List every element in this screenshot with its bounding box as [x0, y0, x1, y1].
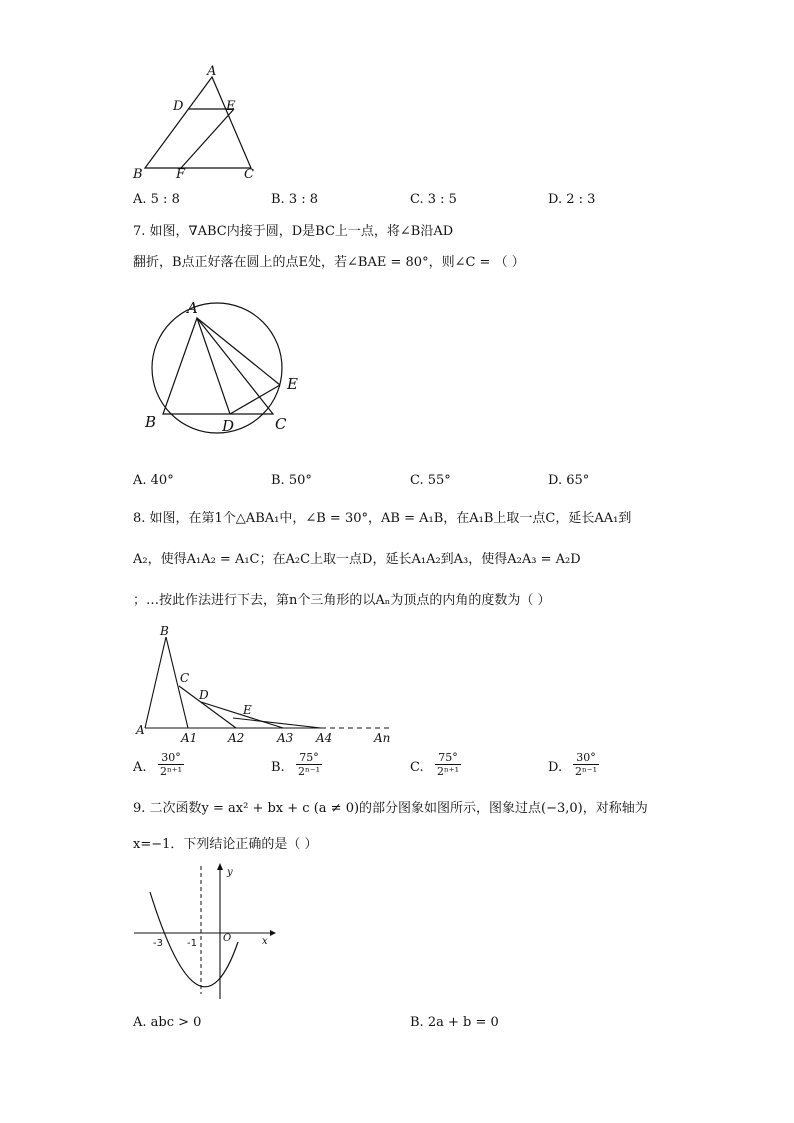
triangle-figure-q6: [130, 64, 260, 184]
label-e: E: [226, 99, 236, 114]
label-y: y: [227, 867, 233, 878]
label-b: B: [145, 413, 157, 431]
segment-ab: [145, 637, 166, 728]
q7-option-a: A. 40°: [133, 473, 174, 488]
parabola-figure-q9: [130, 862, 280, 1004]
q6-option-c: C. 3 : 5: [410, 192, 457, 207]
q8-option-d-numerator: 30°: [576, 751, 596, 764]
label-a2: A2: [228, 731, 245, 745]
label-a3: A3: [277, 731, 294, 745]
q8-text-line3: ；…按此作法进行下去，第n个三角形的以Aₙ为顶点的内角的度数为（ ）: [133, 593, 551, 608]
q8-option-c-denominator: 2ⁿ⁺¹: [435, 764, 461, 778]
q8-option-d-fraction: [573, 751, 599, 778]
q8-option-a-fraction: [158, 751, 184, 778]
label-d: D: [222, 417, 235, 435]
label-d: D: [173, 99, 184, 114]
triangle-chain-svg: [133, 622, 403, 746]
label-an: An: [374, 731, 391, 745]
segment-ef: [181, 109, 234, 168]
label-origin: O: [223, 933, 232, 944]
y-axis-arrow: [217, 863, 223, 870]
label-e: E: [287, 375, 298, 393]
label-b: B: [160, 624, 169, 638]
q7-text-line2: 翻折，B点正好落在圆上的点E处，若∠BAE = 80°，则∠C = （ ）: [133, 255, 525, 270]
q9-text-line1: 9. 二次函数y = ax² + bx + c (a ≠ 0)的部分图象如图所示，图象过点(−3,0)，对称轴为: [133, 801, 648, 816]
q8-option-a-denominator: 2ⁿ⁺¹: [158, 764, 184, 778]
q8-option-d-denominator: 2ⁿ⁻¹: [573, 764, 599, 778]
q9-option-b: B. 2a + b = 0: [410, 1015, 499, 1030]
label-f: F: [176, 167, 186, 182]
label-e: E: [243, 703, 252, 717]
q8-option-b-denominator: 2ⁿ⁻¹: [296, 764, 322, 778]
q8-text-line2: A₂，使得A₁A₂ = A₁C；在A₂C上取一点D，延长A₁A₂到A₃，使得A₂A₃ = A₂D: [133, 552, 581, 567]
q6-option-b: B. 3 : 8: [271, 192, 319, 207]
q9-text-line2: x=−1．下列结论正确的是（ ）: [133, 837, 318, 852]
q8-text-line1: 8. 如图，在第1个△ABA₁中，∠B = 30°，AB = A₁B，在A₁B上取一点C，延长AA₁到: [133, 511, 632, 526]
tick-label-minus1: -1: [187, 938, 197, 949]
label-a1: A1: [181, 731, 198, 745]
label-a4: A4: [316, 731, 333, 745]
label-a: A: [187, 299, 198, 317]
triangles-figure-q8: [133, 622, 403, 746]
q8-option-a-numerator: 30°: [161, 751, 181, 764]
triangle-abc-svg: [130, 64, 260, 184]
circle-figure-q7: [140, 296, 310, 436]
label-a: A: [136, 723, 145, 737]
q8-option-c-numerator: 75°: [438, 751, 458, 764]
q8-option-b-letter: B.: [271, 760, 285, 775]
label-x: x: [262, 936, 268, 947]
q8-option-a-letter: A.: [133, 760, 147, 775]
parabola-graph-svg: [130, 862, 280, 1004]
segment-de: [230, 385, 280, 414]
label-b: B: [133, 167, 143, 182]
q8-option-d-letter: D.: [548, 760, 563, 775]
label-c: C: [180, 671, 190, 685]
triangle-abc: [145, 77, 251, 168]
q7-option-d: D. 65°: [548, 473, 590, 488]
q8-option-c-letter: C.: [410, 760, 424, 775]
q7-option-c: C. 55°: [410, 473, 451, 488]
label-c: C: [244, 167, 254, 182]
label-a: A: [207, 64, 217, 79]
q9-option-a: A. abc > 0: [133, 1015, 202, 1030]
label-c: C: [275, 415, 287, 433]
x-axis-arrow: [270, 930, 276, 936]
q8-option-b-numerator: 75°: [299, 751, 319, 764]
q8-option-c-fraction: [435, 751, 461, 778]
circle-abc-svg: [140, 296, 310, 436]
tick-label-minus3: -3: [153, 938, 163, 949]
q6-option-a: A. 5 : 8: [133, 192, 180, 207]
q7-option-b: B. 50°: [271, 473, 312, 488]
q8-option-b-fraction: [296, 751, 322, 778]
label-d: D: [199, 688, 209, 702]
q7-text-line1: 7. 如图，∇ABC内接于圆，D是BC上一点，将∠B沿AD: [133, 224, 454, 239]
segment-da3: [201, 702, 283, 728]
q6-option-d: D. 2 : 3: [548, 192, 596, 207]
segment-ad: [197, 318, 230, 414]
